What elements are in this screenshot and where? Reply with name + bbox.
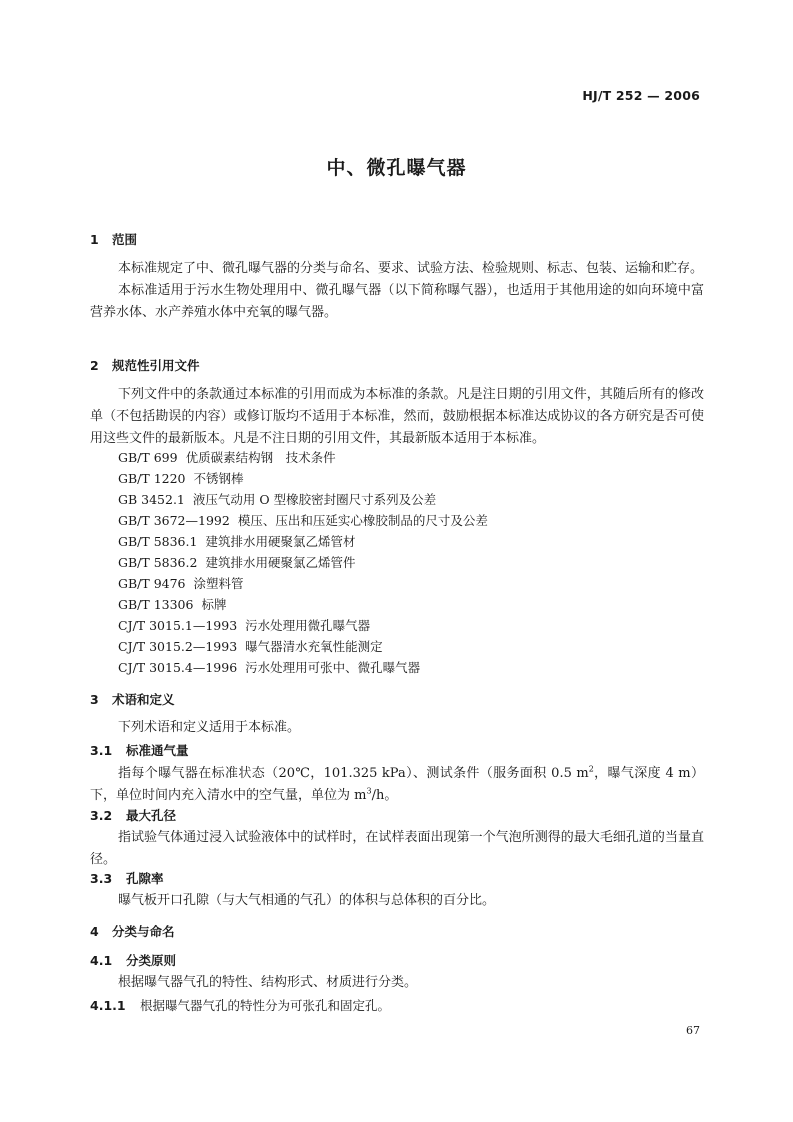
page-title: 中、微孔曝气器 bbox=[326, 157, 467, 179]
section-4-heading bbox=[90, 922, 175, 942]
paragraph bbox=[90, 763, 704, 807]
reference-code: GB/T 1220 bbox=[118, 471, 186, 486]
superscript: 2 bbox=[588, 764, 594, 774]
reference-code: CJ/T 3015.2—1993 bbox=[118, 639, 238, 654]
term-3-1-definition bbox=[90, 763, 704, 807]
section-1-heading bbox=[90, 230, 137, 250]
definition-text: ，曝气深度 4 m）下，单位时间内充入清水中的空气量，单位为 m bbox=[90, 766, 704, 803]
reference-name: 优质碳素结构钢 技术条件 bbox=[185, 450, 336, 465]
subsection-number: 4.1 bbox=[90, 953, 113, 968]
reference-code: GB/T 3672—1992 bbox=[118, 513, 230, 528]
reference-name: 建筑排水用硬聚氯乙烯管件 bbox=[205, 555, 356, 570]
paragraph: 下列文件中的条款通过本标准的引用而成为本标准的条款。凡是注日期的引用文件，其随后所有的修改单（不包括勘误的内容）或修订版均不适用于本标准，然而，鼓励根据本标准达成协议的各方研究是否可使用这些文件的最新版本。凡是不注日期的引用文件，其最新版本适用于本标准。 bbox=[90, 387, 704, 446]
reference-code: GB/T 5836.1 bbox=[118, 534, 198, 549]
reference-item bbox=[118, 490, 436, 510]
reference-name: 涂塑料管 bbox=[193, 576, 244, 591]
section-title: 分类与命名 bbox=[112, 924, 175, 939]
reference-code: GB/T 5836.2 bbox=[118, 555, 198, 570]
term-number: 3.2 bbox=[90, 808, 113, 823]
page-number: 67 bbox=[686, 1024, 700, 1037]
reference-item bbox=[118, 595, 226, 615]
paragraph: 本标准适用于污水生物处理用中、微孔曝气器（以下简称曝气器），也适用于其他用途的如向环境中富营养水体、水产养殖水体中充氧的曝气器。 bbox=[90, 283, 704, 320]
reference-item bbox=[118, 511, 488, 531]
section-number: 2 bbox=[90, 358, 99, 373]
reference-item bbox=[118, 658, 420, 678]
term-3-3-definition bbox=[90, 890, 704, 912]
definition-text: 指每个曝气器在标准状态（20℃，101.325 kPa）、测试条件（服务面积 0.5 m bbox=[118, 766, 589, 781]
section-2-intro bbox=[90, 384, 704, 450]
reference-code: GB 3452.1 bbox=[118, 492, 185, 507]
subsection-title: 分类原则 bbox=[126, 953, 177, 968]
section-title: 术语和定义 bbox=[112, 692, 175, 707]
definition-text: /h。 bbox=[371, 788, 398, 803]
reference-item bbox=[118, 637, 383, 657]
reference-name: 不锈钢棒 bbox=[193, 471, 244, 486]
reference-name: 液压气动用 O 型橡胶密封圈尺寸系列及公差 bbox=[192, 492, 437, 507]
paragraph: 根据曝气器气孔的特性、结构形式、材质进行分类。 bbox=[118, 975, 418, 990]
term-3-2-heading bbox=[90, 806, 176, 826]
reference-item bbox=[118, 469, 244, 489]
reference-item bbox=[118, 553, 355, 573]
clause-number: 4.1.1 bbox=[90, 998, 126, 1013]
term-number: 3.3 bbox=[90, 871, 113, 886]
section-3-heading bbox=[90, 690, 175, 710]
superscript: 3 bbox=[366, 786, 372, 796]
paragraph: 本标准规定了中、微孔曝气器的分类与命名、要求、试验方法、检验规则、标志、包装、运输和贮存。 bbox=[118, 261, 704, 276]
section-2-heading bbox=[90, 356, 200, 376]
reference-name: 曝气器清水充氧性能测定 bbox=[245, 639, 383, 654]
section-3-intro bbox=[90, 717, 704, 739]
reference-name: 污水处理用微孔曝气器 bbox=[245, 618, 371, 633]
paragraph: 曝气板开口孔隙（与大气相通的气孔）的体积与总体积的百分比。 bbox=[118, 893, 496, 908]
term-3-2-definition bbox=[90, 827, 704, 871]
term-title: 孔隙率 bbox=[126, 871, 164, 886]
term-number: 3.1 bbox=[90, 743, 113, 758]
paragraph: 指试验气体通过浸入试验液体中的试样时，在试样表面出现第一个气泡所测得的最大毛细孔道的当量直径。 bbox=[90, 830, 704, 867]
section-number: 4 bbox=[90, 924, 99, 939]
reference-name: 污水处理用可张中、微孔曝气器 bbox=[245, 660, 421, 675]
clause-4-1-1 bbox=[90, 996, 390, 1016]
reference-name: 模压、压出和压延实心橡胶制品的尺寸及公差 bbox=[237, 513, 488, 528]
reference-code: GB/T 699 bbox=[118, 450, 178, 465]
clause-text: 根据曝气器气孔的特性分为可张孔和固定孔。 bbox=[140, 998, 391, 1013]
reference-item bbox=[118, 448, 336, 468]
reference-item bbox=[118, 532, 355, 552]
section-title: 范围 bbox=[112, 232, 138, 247]
subsection-4-1-body bbox=[90, 972, 704, 994]
standard-code: HJ/T 252 — 2006 bbox=[582, 88, 700, 103]
term-title: 最大孔径 bbox=[126, 808, 177, 823]
term-3-1-heading bbox=[90, 741, 189, 761]
reference-item bbox=[118, 616, 370, 636]
reference-code: GB/T 9476 bbox=[118, 576, 186, 591]
reference-code: CJ/T 3015.1—1993 bbox=[118, 618, 238, 633]
reference-name: 标牌 bbox=[201, 597, 227, 612]
reference-code: CJ/T 3015.4—1996 bbox=[118, 660, 238, 675]
reference-item bbox=[118, 574, 244, 594]
section-title: 规范性引用文件 bbox=[112, 358, 200, 373]
section-number: 3 bbox=[90, 692, 99, 707]
reference-code: GB/T 13306 bbox=[118, 597, 194, 612]
section-1-body bbox=[90, 258, 704, 324]
term-title: 标准通气量 bbox=[126, 743, 189, 758]
paragraph: 下列术语和定义适用于本标准。 bbox=[118, 720, 301, 735]
subsection-4-1-heading bbox=[90, 951, 176, 971]
term-3-3-heading bbox=[90, 869, 164, 889]
section-number: 1 bbox=[90, 232, 99, 247]
reference-name: 建筑排水用硬聚氯乙烯管材 bbox=[205, 534, 356, 549]
